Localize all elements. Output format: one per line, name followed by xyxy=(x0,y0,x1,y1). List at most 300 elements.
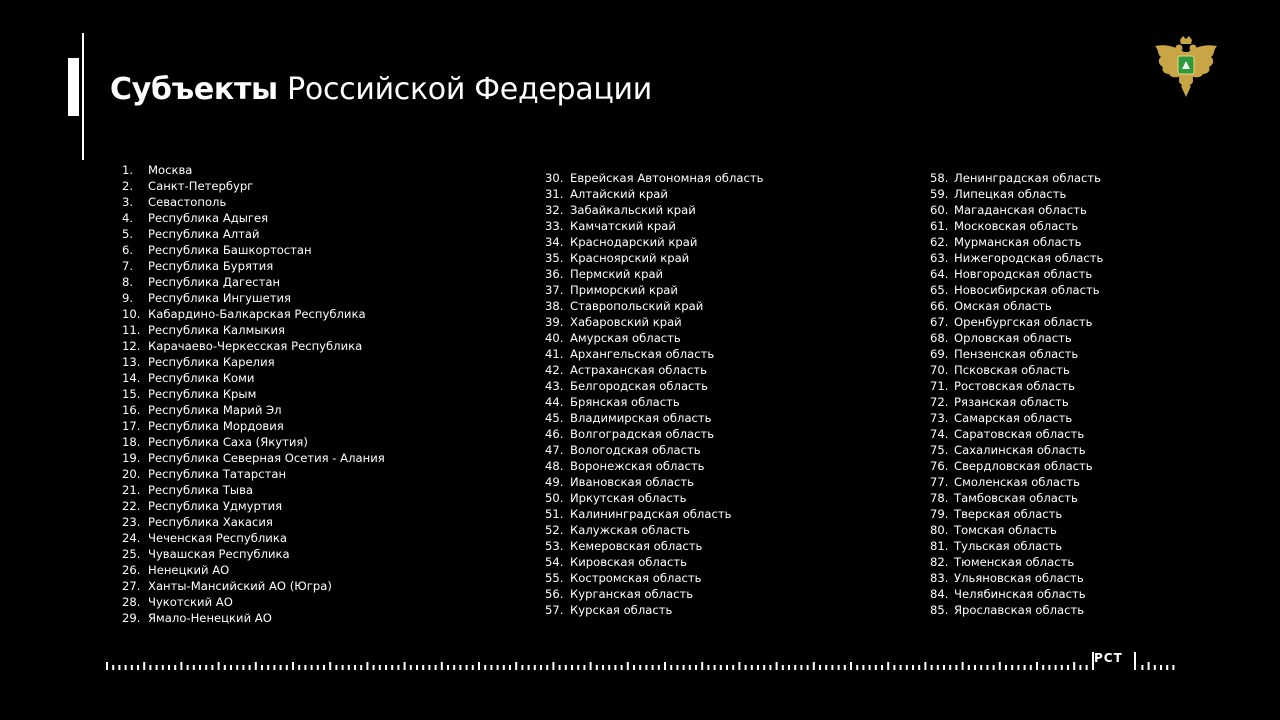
item-name: Московская область xyxy=(954,219,1079,233)
ruler-tick xyxy=(1073,662,1075,670)
ruler-tick xyxy=(1042,665,1044,670)
item-name: Республика Удмуртия xyxy=(148,499,283,513)
list-item xyxy=(930,522,1103,538)
ruler-tick xyxy=(993,665,995,670)
ruler-tick xyxy=(478,662,480,670)
item-number: 26. xyxy=(122,563,141,577)
ruler-tick xyxy=(540,665,542,670)
item-name: Республика Калмыкия xyxy=(148,323,285,337)
ruler-tick xyxy=(1134,652,1136,670)
list-item xyxy=(545,394,763,410)
item-number: 21. xyxy=(122,483,141,497)
item-name: Мурманская область xyxy=(954,235,1082,249)
item-number: 84. xyxy=(930,587,949,601)
item-name: Республика Тыва xyxy=(148,483,254,497)
item-number: 80. xyxy=(930,523,949,537)
item-name: Липецкая область xyxy=(954,187,1067,201)
list-item xyxy=(545,346,763,362)
item-name: Оренбургская область xyxy=(954,315,1093,329)
item-number: 13. xyxy=(122,355,141,369)
ruler-tick xyxy=(869,665,871,670)
list-item xyxy=(930,362,1103,378)
ruler-tick xyxy=(1067,665,1069,670)
list-item xyxy=(545,442,763,458)
item-number: 7. xyxy=(122,259,134,273)
list-item xyxy=(545,170,763,186)
item-name: Кемеровская область xyxy=(570,539,703,553)
item-number: 39. xyxy=(545,315,564,329)
item-name: Ямало-Ненецкий АО xyxy=(148,611,272,625)
item-number: 38. xyxy=(545,299,564,313)
item-number: 71. xyxy=(930,379,949,393)
ruler-tick xyxy=(267,665,269,670)
item-name: Санкт-Петербург xyxy=(148,179,254,193)
item-name: Республика Карелия xyxy=(148,355,275,369)
ruler-tick xyxy=(528,665,530,670)
ruler-tick xyxy=(844,665,846,670)
ruler-tick xyxy=(552,662,554,670)
item-name: Волгоградская область xyxy=(570,427,715,441)
ruler-tick xyxy=(466,665,468,670)
item-number: 4. xyxy=(122,211,134,225)
list-item xyxy=(930,234,1103,250)
ruler-tick xyxy=(236,665,238,670)
ruler-tick xyxy=(459,665,461,670)
ruler-tick xyxy=(1055,665,1057,670)
list-item xyxy=(930,378,1103,394)
item-number: 3. xyxy=(122,195,134,209)
ruler-tick xyxy=(360,665,362,670)
ruler-tick xyxy=(608,665,610,670)
item-number: 22. xyxy=(122,499,141,513)
list-item xyxy=(930,202,1103,218)
ruler-tick xyxy=(515,662,517,670)
list-item xyxy=(122,354,385,370)
ruler-tick xyxy=(782,665,784,670)
ruler-tick xyxy=(1048,665,1050,670)
ruler-tick xyxy=(118,665,120,670)
item-number: 5. xyxy=(122,227,134,241)
item-name: Ивановская область xyxy=(570,475,694,489)
list-item xyxy=(122,386,385,402)
item-name: Самарская область xyxy=(954,411,1073,425)
list-item xyxy=(930,346,1103,362)
list-item xyxy=(122,562,385,578)
item-number: 59. xyxy=(930,187,949,201)
ruler-tick xyxy=(887,662,889,670)
item-number: 12. xyxy=(122,339,141,353)
list-item xyxy=(545,490,763,506)
list-item xyxy=(122,194,385,210)
list-item xyxy=(545,186,763,202)
ruler-tick xyxy=(143,662,145,670)
ruler-tick xyxy=(534,665,536,670)
ruler-tick xyxy=(366,662,368,670)
item-number: 48. xyxy=(545,459,564,473)
ruler-tick xyxy=(521,665,523,670)
accent-line xyxy=(82,33,84,160)
list-item xyxy=(545,330,763,346)
list-item xyxy=(930,186,1103,202)
ruler-tick xyxy=(807,665,809,670)
ruler-tick xyxy=(397,665,399,670)
ruler-tick xyxy=(112,665,114,670)
item-number: 83. xyxy=(930,571,949,585)
list-item xyxy=(545,218,763,234)
ruler-tick xyxy=(230,665,232,670)
ruler-tick xyxy=(931,665,933,670)
item-number: 61. xyxy=(930,219,949,233)
item-name: Калужская область xyxy=(570,523,690,537)
item-name: Забайкальский край xyxy=(570,203,696,217)
item-name: Амурская область xyxy=(570,331,681,345)
ruler-tick xyxy=(676,665,678,670)
item-number: 36. xyxy=(545,267,564,281)
ruler-tick xyxy=(962,662,964,670)
list-item xyxy=(122,178,385,194)
item-name: Тюменская область xyxy=(954,555,1075,569)
ruler-tick xyxy=(249,665,251,670)
ruler-tick xyxy=(1172,665,1174,670)
item-name: Республика Марий Эл xyxy=(148,403,282,417)
item-number: 81. xyxy=(930,539,949,553)
list-item xyxy=(545,554,763,570)
ruler-tick xyxy=(379,665,381,670)
list-item xyxy=(545,410,763,426)
item-number: 60. xyxy=(930,203,949,217)
ruler-tick xyxy=(422,665,424,670)
item-number: 76. xyxy=(930,459,949,473)
ruler-tick xyxy=(1036,662,1038,670)
item-name: Краснодарский край xyxy=(570,235,698,249)
list-item xyxy=(930,538,1103,554)
item-number: 78. xyxy=(930,491,949,505)
ruler-tick xyxy=(999,662,1001,670)
ruler-tick xyxy=(900,665,902,670)
item-name: Севастополь xyxy=(148,195,227,209)
ruler-tick xyxy=(472,665,474,670)
list-item xyxy=(545,314,763,330)
ruler-tick xyxy=(571,665,573,670)
ruler-tick xyxy=(769,665,771,670)
ruler-tick xyxy=(125,665,127,670)
item-name: Рязанская область xyxy=(954,395,1069,409)
item-name: Костромская область xyxy=(570,571,702,585)
item-number: 35. xyxy=(545,251,564,265)
item-name: Белгородская область xyxy=(570,379,709,393)
ruler-tick xyxy=(918,665,920,670)
item-number: 11. xyxy=(122,323,141,337)
ruler-tick xyxy=(856,665,858,670)
ruler-tick xyxy=(218,662,220,670)
item-name: Новгородская область xyxy=(954,267,1093,281)
item-name: Владимирская область xyxy=(570,411,712,425)
item-number: 51. xyxy=(545,507,564,521)
ruler-tick xyxy=(652,665,654,670)
list-item xyxy=(930,218,1103,234)
item-name: Алтайский край xyxy=(570,187,668,201)
ruler-tick xyxy=(577,665,579,670)
ruler-tick xyxy=(348,665,350,670)
ruler-tick xyxy=(137,665,139,670)
ruler-tick xyxy=(280,665,282,670)
item-name: Приморский край xyxy=(570,283,678,297)
item-number: 82. xyxy=(930,555,949,569)
ruler-tick xyxy=(162,665,164,670)
list-item xyxy=(122,450,385,466)
item-number: 68. xyxy=(930,331,949,345)
ruler-tick xyxy=(1061,665,1063,670)
list-item xyxy=(930,170,1103,186)
item-number: 58. xyxy=(930,171,949,185)
list-item xyxy=(545,298,763,314)
page-title xyxy=(110,70,652,110)
ruler-tick xyxy=(441,662,443,670)
ruler-tick xyxy=(255,662,257,670)
item-name: Иркутская область xyxy=(570,491,687,505)
ruler-tick xyxy=(428,665,430,670)
item-name: Республика Алтай xyxy=(148,227,260,241)
item-name: Хабаровский край xyxy=(570,315,682,329)
ruler-tick xyxy=(311,665,313,670)
ruler-tick xyxy=(621,665,623,670)
ruler-tick xyxy=(199,665,201,670)
list-item xyxy=(122,338,385,354)
item-name: Республика Башкортостан xyxy=(148,243,312,257)
list-item xyxy=(930,314,1103,330)
ruler-tick xyxy=(1154,665,1156,670)
item-number: 33. xyxy=(545,219,564,233)
ruler-tick xyxy=(373,665,375,670)
item-number: 43. xyxy=(545,379,564,393)
item-number: 64. xyxy=(930,267,949,281)
list-item xyxy=(930,394,1103,410)
ruler-tick xyxy=(435,665,437,670)
ruler-tick xyxy=(503,665,505,670)
item-name: Республика Дагестан xyxy=(148,275,281,289)
item-name: Республика Северная Осетия - Алания xyxy=(148,451,385,465)
item-name: Тверская область xyxy=(954,507,1063,521)
ruler-tick xyxy=(1017,665,1019,670)
ruler-tick xyxy=(149,665,151,670)
item-name: Челябинская область xyxy=(954,587,1086,601)
item-name: Республика Хакасия xyxy=(148,515,273,529)
ruler-tick xyxy=(168,665,170,670)
item-number: 85. xyxy=(930,603,949,617)
ruler-tick xyxy=(800,665,802,670)
item-name: Курганская область xyxy=(570,587,694,601)
item-number: 31. xyxy=(545,187,564,201)
list-item xyxy=(122,290,385,306)
ruler-tick xyxy=(738,662,740,670)
ruler-tick xyxy=(323,665,325,670)
item-name: Пермский край xyxy=(570,267,664,281)
item-number: 32. xyxy=(545,203,564,217)
ruler-tick xyxy=(633,665,635,670)
ruler-tick xyxy=(943,665,945,670)
ruler-tick xyxy=(187,665,189,670)
decorative-ruler xyxy=(104,648,1176,672)
list-item xyxy=(930,554,1103,570)
item-name: Москва xyxy=(148,163,193,177)
list-item xyxy=(122,274,385,290)
item-name: Сахалинская область xyxy=(954,443,1086,457)
item-number: 70. xyxy=(930,363,949,377)
ruler-tick xyxy=(1148,662,1150,670)
item-name: Свердловская область xyxy=(954,459,1093,473)
ruler-tick xyxy=(211,665,213,670)
item-number: 49. xyxy=(545,475,564,489)
ruler-tick xyxy=(949,665,951,670)
ruler-tick xyxy=(273,665,275,670)
item-number: 52. xyxy=(545,523,564,537)
ruler-tick xyxy=(596,665,598,670)
ruler-tick xyxy=(1086,665,1088,670)
ruler-tick xyxy=(261,665,263,670)
ruler-tick xyxy=(317,665,319,670)
ruler-tick xyxy=(224,665,226,670)
ruler-tick xyxy=(156,665,158,670)
ruler-tick xyxy=(205,665,207,670)
list-item xyxy=(930,282,1103,298)
list-item xyxy=(545,474,763,490)
item-number: 2. xyxy=(122,179,134,193)
ruler-tick xyxy=(1024,665,1026,670)
list-item xyxy=(930,474,1103,490)
item-number: 41. xyxy=(545,347,564,361)
item-number: 40. xyxy=(545,331,564,345)
item-number: 47. xyxy=(545,443,564,457)
ruler-tick xyxy=(763,665,765,670)
item-number: 44. xyxy=(545,395,564,409)
item-number: 6. xyxy=(122,243,134,257)
item-number: 67. xyxy=(930,315,949,329)
ruler-tick xyxy=(131,665,133,670)
ruler-tick xyxy=(590,662,592,670)
item-number: 69. xyxy=(930,347,949,361)
item-number: 28. xyxy=(122,595,141,609)
item-number: 65. xyxy=(930,283,949,297)
list-item xyxy=(545,234,763,250)
rst-logo: РСТ xyxy=(1094,651,1123,665)
ruler-tick xyxy=(838,665,840,670)
ruler-tick xyxy=(292,662,294,670)
list-item xyxy=(545,362,763,378)
ruler-tick xyxy=(825,665,827,670)
item-number: 34. xyxy=(545,235,564,249)
ruler-tick xyxy=(391,665,393,670)
list-item xyxy=(545,282,763,298)
ruler-tick xyxy=(335,665,337,670)
ruler-tick xyxy=(1166,665,1168,670)
ruler-tick xyxy=(924,662,926,670)
item-number: 62. xyxy=(930,235,949,249)
item-name: Камчатский край xyxy=(570,219,676,233)
item-name: Красноярский край xyxy=(570,251,690,265)
ruler-tick xyxy=(980,665,982,670)
list-item xyxy=(122,162,385,178)
item-name: Нижегородская область xyxy=(954,251,1104,265)
ruler-tick xyxy=(565,665,567,670)
list-item xyxy=(930,570,1103,586)
item-number: 20. xyxy=(122,467,141,481)
title-light: Российской Федерации xyxy=(287,72,652,107)
list-item xyxy=(930,458,1103,474)
item-name: Ленинградская область xyxy=(954,171,1101,185)
item-number: 74. xyxy=(930,427,949,441)
list-item xyxy=(930,410,1103,426)
item-name: Ненецкий АО xyxy=(148,563,230,577)
ruler-tick xyxy=(1160,665,1162,670)
list-item xyxy=(545,266,763,282)
item-number: 27. xyxy=(122,579,141,593)
list-item xyxy=(930,586,1103,602)
item-name: Астраханская область xyxy=(570,363,707,377)
list-item xyxy=(122,226,385,242)
item-name: Республика Мордовия xyxy=(148,419,284,433)
ruler-tick xyxy=(583,665,585,670)
ruler-tick xyxy=(751,665,753,670)
item-name: Республика Саха (Якутия) xyxy=(148,435,308,449)
ruler-tick xyxy=(385,665,387,670)
list-item xyxy=(122,498,385,514)
ruler-tick xyxy=(850,662,852,670)
ruler-tick xyxy=(453,665,455,670)
item-name: Ставропольский край xyxy=(570,299,704,313)
list-item xyxy=(545,426,763,442)
item-number: 45. xyxy=(545,411,564,425)
item-number: 29. xyxy=(122,611,141,625)
item-number: 19. xyxy=(122,451,141,465)
ruler-tick xyxy=(683,665,685,670)
ruler-tick xyxy=(689,665,691,670)
list-item xyxy=(122,418,385,434)
list-item xyxy=(122,482,385,498)
item-number: 73. xyxy=(930,411,949,425)
item-name: Псковская область xyxy=(954,363,1070,377)
item-name: Смоленская область xyxy=(954,475,1080,489)
item-number: 56. xyxy=(545,587,564,601)
ruler-tick xyxy=(1030,665,1032,670)
ruler-tick xyxy=(906,665,908,670)
list-item xyxy=(122,546,385,562)
item-number: 57. xyxy=(545,603,564,617)
ruler-tick xyxy=(732,665,734,670)
ruler-tick xyxy=(819,665,821,670)
item-number: 25. xyxy=(122,547,141,561)
item-number: 79. xyxy=(930,507,949,521)
item-number: 46. xyxy=(545,427,564,441)
list-item xyxy=(545,458,763,474)
item-name: Чеченская Республика xyxy=(148,531,287,545)
item-name: Кировская область xyxy=(570,555,687,569)
item-number: 30. xyxy=(545,171,564,185)
item-number: 42. xyxy=(545,363,564,377)
ruler-tick xyxy=(1141,665,1143,670)
title-bold: Субъекты xyxy=(110,72,278,107)
item-number: 8. xyxy=(122,275,134,289)
ruler-tick xyxy=(986,665,988,670)
list-item xyxy=(545,570,763,586)
item-name: Томская область xyxy=(954,523,1057,537)
ruler-tick xyxy=(670,665,672,670)
list-item xyxy=(122,466,385,482)
item-name: Ханты-Мансийский АО (Югра) xyxy=(148,579,332,593)
item-name: Республика Татарстан xyxy=(148,467,287,481)
ruler-tick xyxy=(658,665,660,670)
item-number: 17. xyxy=(122,419,141,433)
ruler-tick xyxy=(1005,665,1007,670)
